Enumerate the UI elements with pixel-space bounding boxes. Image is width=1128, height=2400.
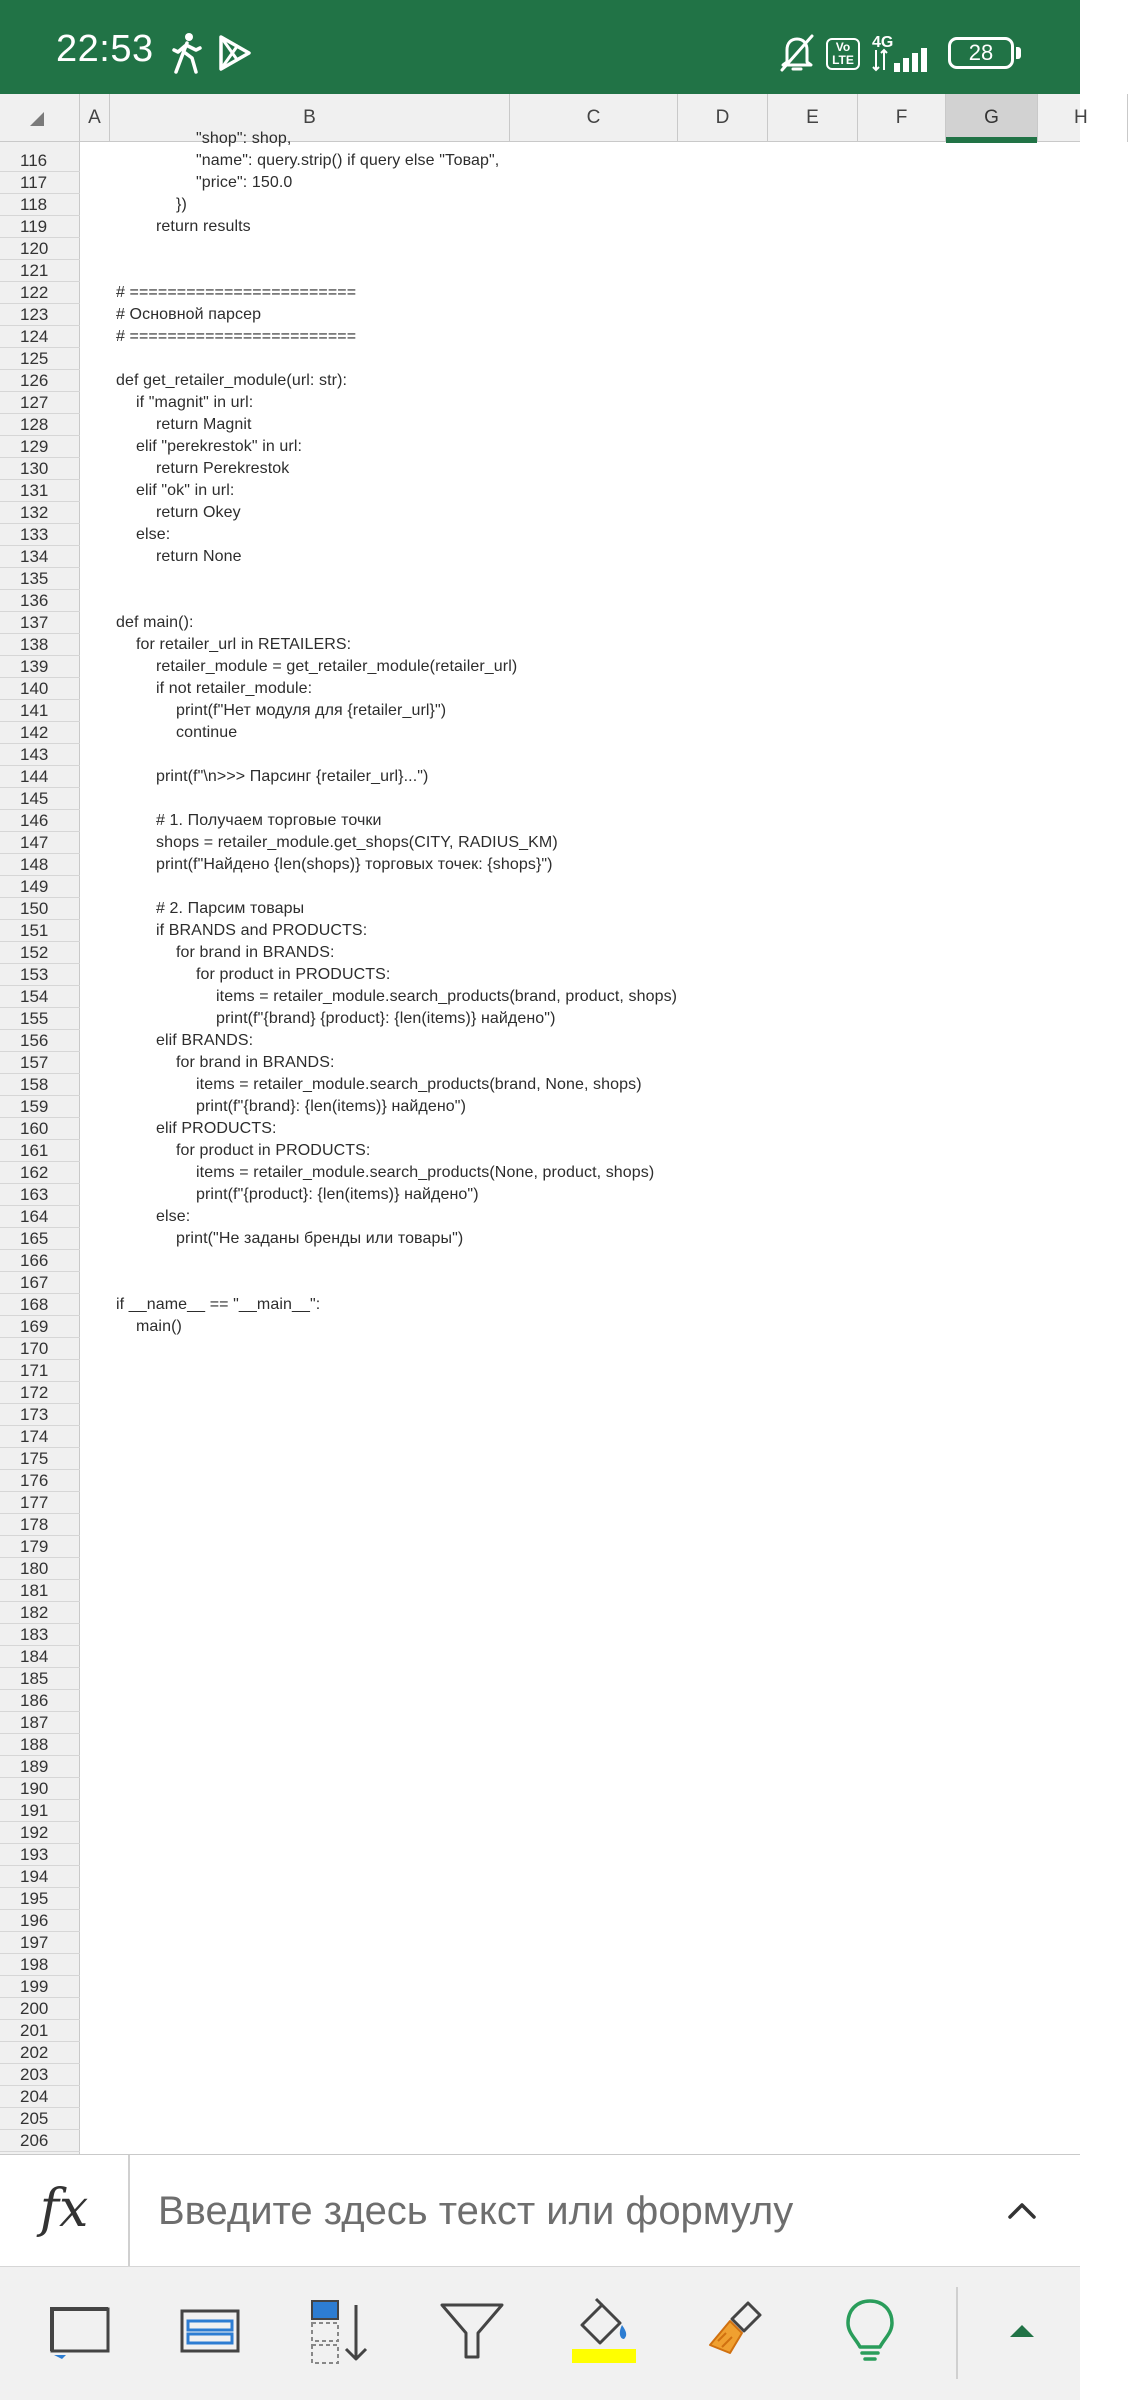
row-header[interactable]: 130 — [0, 458, 80, 480]
volte-badge: Vo LTE — [826, 38, 860, 70]
row-header[interactable]: 152 — [0, 942, 80, 964]
row-header[interactable]: 206 — [0, 2130, 80, 2152]
code-cell[interactable]: items = retailer_module.search_products(None, product, shops) — [196, 1164, 655, 1181]
row-header[interactable]: 179 — [0, 1536, 80, 1558]
code-cell[interactable]: # ======================== — [116, 284, 357, 301]
row-header[interactable]: 141 — [0, 700, 80, 722]
row-header[interactable]: 182 — [0, 1602, 80, 1624]
column-header-d[interactable]: D — [678, 94, 768, 142]
code-cell[interactable]: return Magnit — [156, 416, 252, 433]
row-header[interactable]: 132 — [0, 502, 80, 524]
code-cell[interactable]: items = retailer_module.search_products(brand, product, shops) — [216, 988, 678, 1005]
fill-color-button[interactable] — [568, 2295, 640, 2367]
format-cells-button[interactable] — [174, 2295, 246, 2367]
row-header[interactable]: 135 — [0, 568, 80, 590]
code-cell[interactable]: print(f"{brand}: {len(items)} найдено") — [196, 1098, 466, 1115]
filter-icon — [436, 2295, 508, 2367]
column-header-bar — [0, 94, 1088, 142]
code-cell[interactable]: elif "ok" in url: — [136, 482, 235, 499]
row-header[interactable]: 158 — [0, 1074, 80, 1096]
row-header[interactable]: 171 — [0, 1360, 80, 1382]
code-cell[interactable]: if not retailer_module: — [156, 680, 313, 697]
row-header[interactable]: 192 — [0, 1822, 80, 1844]
battery-tip — [1016, 47, 1021, 59]
row-header[interactable]: 120 — [0, 238, 80, 260]
row-header[interactable]: 196 — [0, 1910, 80, 1932]
row-header[interactable]: 185 — [0, 1668, 80, 1690]
row-header[interactable]: 203 — [0, 2064, 80, 2086]
row-header[interactable]: 121 — [0, 260, 80, 282]
row-header[interactable]: 164 — [0, 1206, 80, 1228]
toolbar-divider — [956, 2287, 958, 2379]
code-cell[interactable]: return None — [156, 548, 242, 565]
code-cell[interactable]: if __name__ == "__main__": — [116, 1296, 321, 1313]
format-cells-icon — [174, 2295, 246, 2367]
row-header[interactable]: 143 — [0, 744, 80, 766]
code-cell[interactable]: "name": query.strip() if query else "Товар", — [196, 152, 500, 169]
row-header[interactable]: 144 — [0, 766, 80, 788]
row-header[interactable]: 116 — [0, 150, 80, 172]
row-header[interactable]: 117 — [0, 172, 80, 194]
row-header[interactable]: 177 — [0, 1492, 80, 1514]
code-cell[interactable]: for brand in BRANDS: — [176, 944, 335, 961]
row-header[interactable]: 184 — [0, 1646, 80, 1668]
row-header[interactable]: 134 — [0, 546, 80, 568]
row-header[interactable]: 172 — [0, 1382, 80, 1404]
row-header[interactable]: 178 — [0, 1514, 80, 1536]
row-header[interactable]: 131 — [0, 480, 80, 502]
row-header[interactable]: 168 — [0, 1294, 80, 1316]
insert-function-button[interactable]: fx — [0, 2155, 130, 2267]
format-painter-button[interactable] — [700, 2295, 772, 2367]
code-cell[interactable]: elif PRODUCTS: — [156, 1120, 277, 1137]
row-header[interactable]: 165 — [0, 1228, 80, 1250]
sort-button[interactable] — [304, 2295, 376, 2367]
code-cell[interactable]: else: — [136, 526, 171, 543]
row-header[interactable]: 167 — [0, 1272, 80, 1294]
mute-bell-icon — [778, 32, 816, 74]
row-header[interactable]: 136 — [0, 590, 80, 612]
play-store-icon — [216, 34, 254, 72]
row-header[interactable]: 190 — [0, 1778, 80, 1800]
code-cell[interactable]: print(f"{brand} {product}: {len(items)} найдено") — [216, 1010, 556, 1027]
row-header[interactable]: 153 — [0, 964, 80, 986]
row-header[interactable]: 201 — [0, 2020, 80, 2042]
code-cell[interactable]: for brand in BRANDS: — [176, 1054, 335, 1071]
code-cell[interactable]: def main(): — [116, 614, 194, 631]
signal-icon — [872, 48, 934, 72]
code-cell[interactable]: print(f"\n>>> Парсинг {retailer_url}...") — [156, 768, 429, 785]
row-header[interactable]: 166 — [0, 1250, 80, 1272]
row-header[interactable]: 188 — [0, 1734, 80, 1756]
code-cell[interactable]: print(f"Найдено {len(shops)} торговых точек: {shops}") — [156, 856, 553, 873]
code-cell[interactable]: main() — [136, 1318, 182, 1335]
walking-icon — [170, 32, 204, 74]
row-header[interactable]: 173 — [0, 1404, 80, 1426]
network-type: 4G — [872, 34, 894, 51]
row-header[interactable]: 145 — [0, 788, 80, 810]
code-cell[interactable]: items = retailer_module.search_products(brand, None, shops) — [196, 1076, 642, 1093]
tell-me-button[interactable] — [834, 2295, 906, 2367]
code-cell[interactable]: "shop": shop, — [196, 130, 292, 147]
row-header[interactable]: 200 — [0, 1998, 80, 2020]
formula-bar — [0, 2154, 1080, 2266]
row-header[interactable]: 148 — [0, 854, 80, 876]
row-header[interactable]: 194 — [0, 1866, 80, 1888]
row-header[interactable]: 193 — [0, 1844, 80, 1866]
row-header[interactable]: 169 — [0, 1316, 80, 1338]
row-header[interactable]: 191 — [0, 1800, 80, 1822]
row-header[interactable]: 119 — [0, 216, 80, 238]
column-header-e[interactable]: E — [768, 94, 858, 142]
code-cell[interactable]: elif "perekrestok" in url: — [136, 438, 303, 455]
row-header[interactable]: 154 — [0, 986, 80, 1008]
row-header[interactable]: 140 — [0, 678, 80, 700]
code-cell[interactable]: for retailer_url in RETAILERS: — [136, 636, 352, 653]
row-header[interactable]: 162 — [0, 1162, 80, 1184]
code-cell[interactable]: else: — [156, 1208, 191, 1225]
row-header[interactable]: 198 — [0, 1954, 80, 1976]
battery-indicator: 28 — [948, 37, 1014, 69]
code-cell[interactable]: return results — [156, 218, 251, 235]
code-cell[interactable]: retailer_module = get_retailer_module(retailer_url) — [156, 658, 518, 675]
row-header[interactable]: 156 — [0, 1030, 80, 1052]
column-header-g[interactable]: G — [946, 94, 1038, 142]
row-header[interactable]: 170 — [0, 1338, 80, 1360]
row-header[interactable]: 199 — [0, 1976, 80, 1998]
row-header[interactable]: 159 — [0, 1096, 80, 1118]
triangle-up-icon — [986, 2295, 1058, 2367]
lightbulb-icon — [834, 2295, 906, 2367]
filter-button[interactable] — [436, 2295, 508, 2367]
row-header[interactable]: 186 — [0, 1690, 80, 1712]
cell-area[interactable] — [80, 130, 1080, 2154]
row-header[interactable]: 146 — [0, 810, 80, 832]
column-header-b[interactable]: B — [110, 94, 510, 142]
row-header-column — [0, 142, 80, 2154]
code-cell[interactable]: }) — [176, 196, 187, 213]
code-cell[interactable]: # 1. Получаем торговые точки — [156, 812, 382, 829]
status-bar — [0, 0, 1080, 94]
code-cell[interactable]: return Perekrestok — [156, 460, 290, 477]
formula-input[interactable] — [132, 2155, 980, 2267]
row-header[interactable]: 174 — [0, 1426, 80, 1448]
row-header[interactable]: 126 — [0, 370, 80, 392]
row-header[interactable]: 122 — [0, 282, 80, 304]
row-header[interactable]: 197 — [0, 1932, 80, 1954]
fill-color-icon — [568, 2295, 640, 2367]
row-header[interactable]: 127 — [0, 392, 80, 414]
row-header[interactable]: 123 — [0, 304, 80, 326]
row-header[interactable]: 187 — [0, 1712, 80, 1734]
freeze-panes-icon — [44, 2295, 116, 2367]
code-cell[interactable]: print(f"{product}: {len(items)} найдено") — [196, 1186, 479, 1203]
row-header[interactable]: 163 — [0, 1184, 80, 1206]
row-header[interactable]: 128 — [0, 414, 80, 436]
row-header[interactable]: 157 — [0, 1052, 80, 1074]
row-header[interactable]: 149 — [0, 876, 80, 898]
column-header-f[interactable]: F — [858, 94, 946, 142]
column-header-a[interactable]: A — [80, 94, 110, 142]
status-time: 22:53 — [56, 28, 154, 70]
sheet-grid[interactable] — [0, 130, 1080, 2154]
row-header[interactable]: 183 — [0, 1624, 80, 1646]
row-header[interactable]: 202 — [0, 2042, 80, 2064]
row-header[interactable]: 142 — [0, 722, 80, 744]
column-header-h[interactable]: H — [1038, 94, 1128, 142]
code-cell[interactable]: for product in PRODUCTS: — [176, 1142, 371, 1159]
row-header[interactable]: 133 — [0, 524, 80, 546]
code-cell[interactable]: if "magnit" in url: — [136, 394, 254, 411]
row-header[interactable]: 160 — [0, 1118, 80, 1140]
code-cell[interactable]: elif BRANDS: — [156, 1032, 254, 1049]
code-cell[interactable]: # ======================== — [116, 328, 357, 345]
code-cell[interactable]: print("Не заданы бренды или товары") — [176, 1230, 464, 1247]
code-cell[interactable]: return Okey — [156, 504, 241, 521]
row-header[interactable]: 204 — [0, 2086, 80, 2108]
row-header[interactable]: 205 — [0, 2108, 80, 2130]
freeze-panes-button[interactable] — [44, 2295, 116, 2367]
row-header[interactable]: 125 — [0, 348, 80, 370]
row-header[interactable]: 118 — [0, 194, 80, 216]
select-all-corner[interactable] — [0, 94, 80, 142]
row-header[interactable]: 151 — [0, 920, 80, 942]
column-header-c[interactable]: C — [510, 94, 678, 142]
row-header[interactable]: 139 — [0, 656, 80, 678]
code-cell[interactable]: continue — [176, 724, 238, 741]
row-header[interactable]: 155 — [0, 1008, 80, 1030]
sort-icon — [304, 2295, 376, 2367]
format-painter-icon — [700, 2295, 772, 2367]
row-header[interactable]: 176 — [0, 1470, 80, 1492]
row-header[interactable]: 161 — [0, 1140, 80, 1162]
bottom-toolbar — [0, 2266, 1080, 2400]
row-header[interactable]: 189 — [0, 1756, 80, 1778]
row-header[interactable]: 147 — [0, 832, 80, 854]
code-cell[interactable]: shops = retailer_module.get_shops(CITY, RADIUS_KM) — [156, 834, 558, 851]
row-header[interactable]: 175 — [0, 1448, 80, 1470]
row-header[interactable]: 180 — [0, 1558, 80, 1580]
code-cell[interactable]: for product in PRODUCTS: — [196, 966, 391, 983]
code-cell[interactable]: # 2. Парсим товары — [156, 900, 305, 917]
row-header[interactable]: 138 — [0, 634, 80, 656]
row-header[interactable]: 181 — [0, 1580, 80, 1602]
row-header[interactable]: 129 — [0, 436, 80, 458]
code-cell[interactable]: # Основной парсер — [116, 306, 262, 323]
chevron-up-icon[interactable] — [1004, 2195, 1040, 2225]
expand-toolbar-button[interactable] — [986, 2295, 1058, 2367]
code-cell[interactable]: if BRANDS and PRODUCTS: — [156, 922, 368, 939]
row-header[interactable]: 195 — [0, 1888, 80, 1910]
row-header[interactable]: 124 — [0, 326, 80, 348]
row-header[interactable]: 137 — [0, 612, 80, 634]
code-cell[interactable]: def get_retailer_module(url: str): — [116, 372, 348, 389]
row-header[interactable]: 150 — [0, 898, 80, 920]
code-cell[interactable]: "price": 150.0 — [196, 174, 293, 191]
select-all-triangle — [30, 112, 44, 126]
code-cell[interactable]: print(f"Нет модуля для {retailer_url}") — [176, 702, 447, 719]
